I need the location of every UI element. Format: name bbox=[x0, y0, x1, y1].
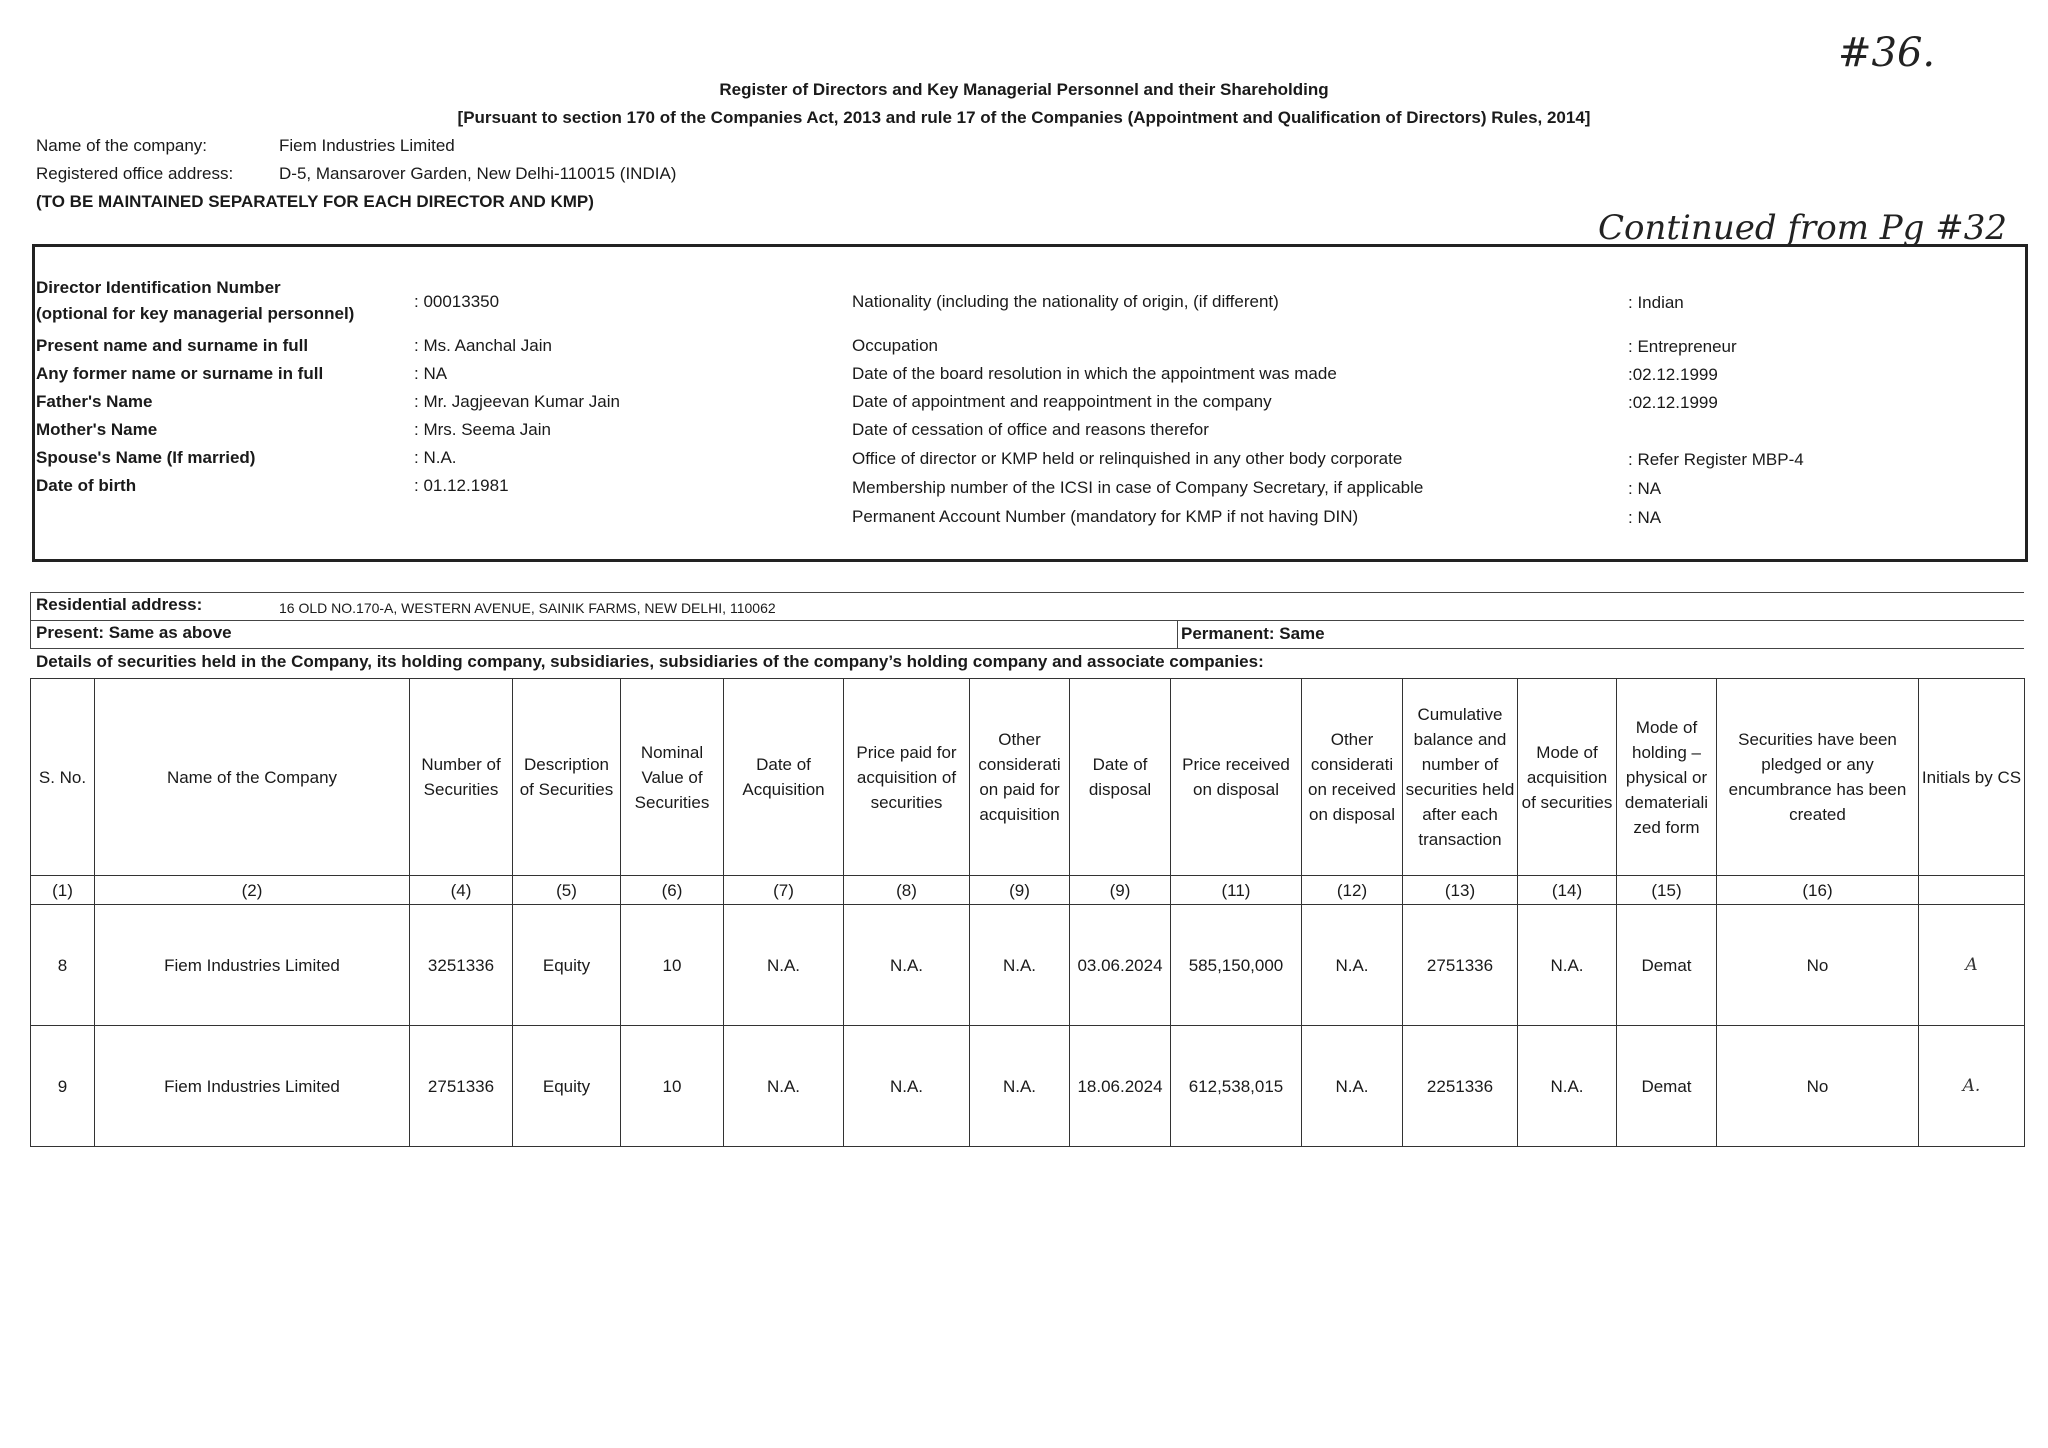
continued-note: Continued from Pg #32 bbox=[1598, 208, 2007, 248]
father-name-label: Father's Name bbox=[36, 392, 153, 411]
header-cell: Description of Securities bbox=[513, 679, 621, 876]
column-number: (6) bbox=[621, 876, 724, 905]
other-office-label: Office of director or KMP held or relinquished in any other body corporate bbox=[852, 449, 1403, 468]
header-cell: Other considerati on paid for acquisition bbox=[970, 679, 1070, 876]
mother-name-value: : Mrs. Seema Jain bbox=[414, 420, 551, 439]
permanent-divider bbox=[1177, 620, 1178, 648]
nominal-value-cell: 10 bbox=[621, 1026, 724, 1147]
residential-bottom-rule bbox=[30, 648, 2024, 649]
former-name-label: Any former name or surname in full bbox=[36, 364, 324, 383]
column-number: (9) bbox=[970, 876, 1070, 905]
header-cell: Mode of acquisition of securities bbox=[1518, 679, 1617, 876]
acquisition-date-cell: N.A. bbox=[724, 905, 844, 1026]
present-name-value: : Ms. Aanchal Jain bbox=[414, 336, 552, 355]
column-number: (8) bbox=[844, 876, 970, 905]
price-received-cell: 585,150,000 bbox=[1171, 905, 1302, 1026]
other-consideration-received-cell: N.A. bbox=[1302, 1026, 1403, 1147]
maintenance-note: (TO BE MAINTAINED SEPARATELY FOR EACH DIRECTOR AND KMP) bbox=[36, 192, 594, 211]
father-name-value: : Mr. Jagjeevan Kumar Jain bbox=[414, 392, 620, 411]
document-subtitle: [Pursuant to section 170 of the Companies Act, 2013 and rule 17 of the Companies (Appointment and Qualification of Directors) Rules, 2014] bbox=[457, 108, 1591, 127]
cs-initials-signature: A. bbox=[1919, 1026, 2025, 1147]
mode-of-holding-cell: Demat bbox=[1617, 905, 1717, 1026]
header-cell: Price received on disposal bbox=[1171, 679, 1302, 876]
header-cell: Mode of holding – physical or demateriali zed form bbox=[1617, 679, 1717, 876]
disposal-date-cell: 03.06.2024 bbox=[1070, 905, 1171, 1026]
pledged-cell: No bbox=[1717, 905, 1919, 1026]
occupation-value: : Entrepreneur bbox=[1628, 337, 1737, 356]
column-number: (12) bbox=[1302, 876, 1403, 905]
pledged-cell: No bbox=[1717, 1026, 1919, 1147]
header-cell: Name of the Company bbox=[95, 679, 410, 876]
company-name-cell: Fiem Industries Limited bbox=[95, 1026, 410, 1147]
column-number: (4) bbox=[410, 876, 513, 905]
price-received-cell: 612,538,015 bbox=[1171, 1026, 1302, 1147]
occupation-label: Occupation bbox=[852, 336, 938, 355]
header-cell: Nominal Value of Securities bbox=[621, 679, 724, 876]
cessation-label: Date of cessation of office and reasons therefor bbox=[852, 420, 1209, 439]
other-consideration-paid-cell: N.A. bbox=[970, 905, 1070, 1026]
company-name-value: Fiem Industries Limited bbox=[279, 136, 455, 155]
table-row bbox=[31, 905, 2025, 1026]
dob-label: Date of birth bbox=[36, 476, 137, 495]
company-name-label: Name of the company: bbox=[36, 136, 208, 155]
table-number-row bbox=[31, 876, 2025, 905]
nationality-value: : Indian bbox=[1628, 293, 1684, 312]
spouse-name-value: : N.A. bbox=[414, 448, 457, 467]
column-number: (15) bbox=[1617, 876, 1717, 905]
securities-table bbox=[30, 678, 2025, 1147]
din-value: : 00013350 bbox=[414, 292, 500, 311]
present-name-label: Present name and surname in full bbox=[36, 336, 309, 355]
residential-label: Residential address: bbox=[36, 595, 203, 614]
column-number: (5) bbox=[513, 876, 621, 905]
column-number: (11) bbox=[1171, 876, 1302, 905]
nominal-value-cell: 10 bbox=[621, 905, 724, 1026]
other-consideration-received-cell: N.A. bbox=[1302, 905, 1403, 1026]
column-number: (13) bbox=[1403, 876, 1518, 905]
header-cell: Securities have been pledged or any encumbrance has been created bbox=[1717, 679, 1919, 876]
other-office-value: : Refer Register MBP-4 bbox=[1628, 450, 1804, 469]
header-cell: Cumulative balance and number of securities held after each transaction bbox=[1403, 679, 1518, 876]
mother-name-label: Mother's Name bbox=[36, 420, 158, 439]
company-name-cell: Fiem Industries Limited bbox=[95, 905, 410, 1026]
acquisition-date-cell: N.A. bbox=[724, 1026, 844, 1147]
other-consideration-paid-cell: N.A. bbox=[970, 1026, 1070, 1147]
header-cell: Price paid for acquisition of securities bbox=[844, 679, 970, 876]
pan-value: : NA bbox=[1628, 508, 1662, 527]
column-number: (16) bbox=[1717, 876, 1919, 905]
spouse-name-label: Spouse's Name (If married) bbox=[36, 448, 256, 467]
column-number: (2) bbox=[95, 876, 410, 905]
cumulative-balance-cell: 2751336 bbox=[1403, 905, 1518, 1026]
mode-of-acquisition-cell: N.A. bbox=[1518, 1026, 1617, 1147]
residential-value: 16 OLD NO.170-A, WESTERN AVENUE, SAINIK FARMS, NEW DELHI, 110062 bbox=[279, 600, 776, 616]
pan-label: Permanent Account Number (mandatory for KMP if not having DIN) bbox=[852, 507, 1359, 526]
din-label: Director Identification Number bbox=[36, 278, 281, 297]
price-paid-cell: N.A. bbox=[844, 905, 970, 1026]
icsi-membership-value: : NA bbox=[1628, 479, 1662, 498]
serial-number-cell: 9 bbox=[31, 1026, 95, 1147]
column-number: (9) bbox=[1070, 876, 1171, 905]
serial-number-cell: 8 bbox=[31, 905, 95, 1026]
board-resolution-label: Date of the board resolution in which the appointment was made bbox=[852, 364, 1337, 383]
appointment-date-label: Date of appointment and reappointment in the company bbox=[852, 392, 1272, 411]
disposal-date-cell: 18.06.2024 bbox=[1070, 1026, 1171, 1147]
securities-heading: Details of securities held in the Company, its holding company, subsidiaries, subsidiaries of the company’s holding company and associate companies: bbox=[36, 652, 1264, 671]
mode-of-acquisition-cell: N.A. bbox=[1518, 905, 1617, 1026]
column-number bbox=[1919, 876, 2025, 905]
description-cell: Equity bbox=[513, 905, 621, 1026]
document-title: Register of Directors and Key Managerial Personnel and their Shareholding bbox=[719, 80, 1329, 99]
header-cell: Date of Acquisition bbox=[724, 679, 844, 876]
permanent-address: Permanent: Same bbox=[1181, 624, 1325, 643]
din-label-note: (optional for key managerial personnel) bbox=[36, 304, 355, 323]
former-name-value: : NA bbox=[414, 364, 448, 383]
board-resolution-value: :02.12.1999 bbox=[1628, 365, 1718, 384]
table-row bbox=[31, 1026, 2025, 1147]
number-of-securities-cell: 2751336 bbox=[410, 1026, 513, 1147]
price-paid-cell: N.A. bbox=[844, 1026, 970, 1147]
dob-value: : 01.12.1981 bbox=[414, 476, 509, 495]
cs-initials-signature: A bbox=[1919, 905, 2025, 1026]
page-number-note: #36. bbox=[1838, 30, 1936, 76]
header-cell: S. No. bbox=[31, 679, 95, 876]
header-cell: Other considerati on received on disposal bbox=[1302, 679, 1403, 876]
mode-of-holding-cell: Demat bbox=[1617, 1026, 1717, 1147]
residential-top-rule bbox=[30, 592, 2024, 593]
description-cell: Equity bbox=[513, 1026, 621, 1147]
header-cell: Date of disposal bbox=[1070, 679, 1171, 876]
number-of-securities-cell: 3251336 bbox=[410, 905, 513, 1026]
column-number: (1) bbox=[31, 876, 95, 905]
column-number: (14) bbox=[1518, 876, 1617, 905]
cumulative-balance-cell: 2251336 bbox=[1403, 1026, 1518, 1147]
icsi-membership-label: Membership number of the ICSI in case of Company Secretary, if applicable bbox=[852, 478, 1424, 497]
column-number: (7) bbox=[724, 876, 844, 905]
appointment-date-value: :02.12.1999 bbox=[1628, 393, 1718, 412]
header-cell: Initials by CS bbox=[1919, 679, 2025, 876]
nationality-label: Nationality (including the nationality of origin, (if different) bbox=[852, 292, 1279, 311]
table-header-row bbox=[31, 679, 2025, 876]
residential-mid-rule bbox=[30, 620, 2024, 621]
office-address-label: Registered office address: bbox=[36, 164, 234, 183]
present-address: Present: Same as above bbox=[36, 623, 232, 642]
header-cell: Number of Securities bbox=[410, 679, 513, 876]
office-address-value: D-5, Mansarover Garden, New Delhi-110015 (INDIA) bbox=[279, 164, 677, 183]
